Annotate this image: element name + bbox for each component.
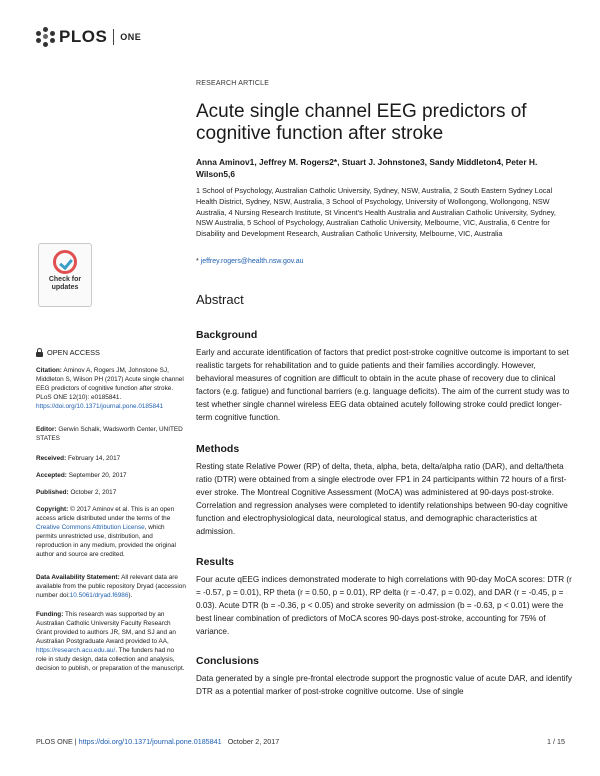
plos-one-logo (36, 26, 141, 48)
page-number: 1 / 15 (547, 737, 565, 746)
email-star: * (196, 258, 199, 265)
footer-journal: PLOS ONE | (36, 737, 79, 746)
results-heading: Results (196, 556, 234, 568)
published-block (36, 488, 186, 497)
copyright-label: Copyright: (36, 506, 69, 513)
funding-text-a: This research was supported by an Australian Catholic University Faculty Research Grant provided to authors JR, SM, and SJ and an Australian Postgraduate Award provided to AA, (36, 611, 176, 645)
abstract-heading: Abstract (196, 292, 244, 307)
funding-link[interactable]: https://research.acu.edu.au/ (36, 647, 116, 654)
check-for-updates-badge[interactable] (38, 243, 92, 307)
results-text: Four acute qEEG indices demonstrated moderate to high correlations with 90-day MoCA scores: DTR (r = -0.57, p = 0.01), RP theta (r = 0.50, p = 0.01), RP delta (r = -0.47, p = 0.02), and DAR (r = -0.45, p = 0.03). Acute DTR (b = -0.36, p < 0.05) and stroke severity on admission (b = -0.63, p < 0.01) were the best linear combination of predictors of MoCA scores 90-days post-stroke, accounting for 75% of variance. (196, 575, 572, 636)
received-label: Received: (36, 455, 67, 462)
funding-text-b: . The funders had no role in study design, data collection and analysis, decision to publish, or preparation of the manuscript. (36, 647, 185, 672)
open-access-label (36, 348, 100, 357)
published-date: October 2, 2017 (70, 489, 117, 496)
data-availability-text-b: ). (128, 592, 133, 599)
copyright-text-a: © 2017 Aminov et al. This is an open access article distributed under the terms of the (36, 506, 175, 522)
article-title: Acute single channel EEG predictors of cognitive function after stroke (196, 101, 527, 144)
conclusions-heading: Conclusions (196, 655, 260, 667)
corresponding-email-line (196, 258, 304, 265)
funding-block (36, 610, 186, 673)
author-list: Anna Aminov1, Jeffrey M. Rogers2*, Stuart J. Johnstone3, Sandy Middleton4, Peter H. Wilson5,6 (196, 157, 538, 179)
accepted-date: September 20, 2017 (68, 472, 127, 479)
check-updates-icon (53, 250, 77, 274)
affiliations: 1 School of Psychology, Australian Catholic University, Sydney, NSW, Australia, 2 South Eastern Sydney Local Health District, Sydney, NSW, Australia, 3 School of Psychology, University of Wollongong, Wollongong, NSW Australia, 4 Nursing Research Institute, St Vincent's Health Australia and Australian Catholic University, Sydney, NSW Australia, 5 School of Psychology, Australian Catholic University, Melbourne, VIC, Australia, 6 Centre for Disability and Development Research, Australian Catholic University, Melbourne, VIC, Australia (196, 186, 556, 239)
editor-text: Gerwin Schalk, Wadsworth Center, UNITED STATES (36, 426, 183, 442)
background-heading: Background (196, 329, 258, 341)
background-text: Early and accurate identification of factors that predict post-stroke cognitive outcome is important to set realistic targets for rehabilitation and to guide patients and their families accordingly. However, behavioral measures of cognition are difficult to obtain in the acute phase of recovery due to clinical factors (e.g. fatigue) and functional barriers (e.g. language deficits). The aim of the current study was to test whether single channel wireless EEG data obtained acutely following stroke could predict longer-term cognitive function. (196, 348, 570, 422)
citation-doi-link[interactable]: https://doi.org/10.1371/journal.pone.0185841 (36, 403, 164, 410)
published-label: Published: (36, 489, 69, 496)
open-lock-icon (36, 348, 43, 357)
data-availability-text-a: All relevant data are available from the public repository Dryad (accession number doi: (36, 574, 186, 599)
accepted-label: Accepted: (36, 472, 67, 479)
data-availability-label: Data Availability Statement: (36, 574, 120, 581)
received-block (36, 454, 186, 463)
logo-journal-text: ONE (120, 32, 142, 42)
citation-label: Citation: (36, 367, 62, 374)
cc-license-link[interactable]: Creative Commons Attribution License (36, 524, 145, 531)
data-availability-block (36, 573, 186, 600)
methods-heading: Methods (196, 443, 240, 455)
citation-block (36, 366, 186, 411)
copyright-block (36, 505, 186, 559)
page-footer (36, 737, 279, 746)
open-access-text: OPEN ACCESS (47, 348, 100, 357)
footer-doi-link[interactable]: https://doi.org/10.1371/journal.pone.0185841 (78, 737, 222, 746)
funding-label: Funding: (36, 611, 64, 618)
check-updates-label: Check for updates (48, 276, 82, 291)
plos-dots-icon (36, 27, 56, 47)
logo-plos-text: PLOS (59, 27, 108, 46)
editor-label: Editor: (36, 426, 57, 433)
copyright-text-b: , which permits unrestricted use, distribution, and reproduction in any medium, provided the original author and source are credited. (36, 524, 176, 558)
footer-date: October 2, 2017 (227, 737, 280, 746)
article-type: RESEARCH ARTICLE (196, 80, 270, 87)
accepted-block (36, 471, 186, 480)
corresponding-email-link[interactable]: jeffrey.rogers@health.nsw.gov.au (200, 258, 304, 265)
conclusions-text: Data generated by a single pre-frontal electrode support the prognostic value of acute DAR, and identify DTR as a potential marker of post-stroke cognitive outcome. Use of single (196, 674, 572, 696)
methods-text: Resting state Relative Power (RP) of delta, theta, alpha, beta, delta/alpha ratio (DAR), and delta/theta ratio (DTR) were obtained from a single electrode over FP1 in 24 participants within 72 hours of a first-ever stroke. The Montreal Cognitive Assessment (MoCA) was administered at 90-days post-stroke. Correlation and regression analyses were completed to identify relationships between 90-day cognitive function and electrophysiological data, neurological status, and demographic characteristics at admission. (196, 462, 568, 536)
logo-separator (113, 29, 114, 45)
editor-block (36, 425, 186, 443)
citation-text: Aminov A, Rogers JM, Johnstone SJ, Middleton S, Wilson PH (2017) Acute single channel EEG predictors of cognitive function after stroke. PLoS ONE 12(10): e0185841. (36, 367, 184, 401)
received-date: February 14, 2017 (67, 455, 121, 462)
dryad-doi-link[interactable]: 10.5061/dryad.f6986 (69, 592, 129, 599)
